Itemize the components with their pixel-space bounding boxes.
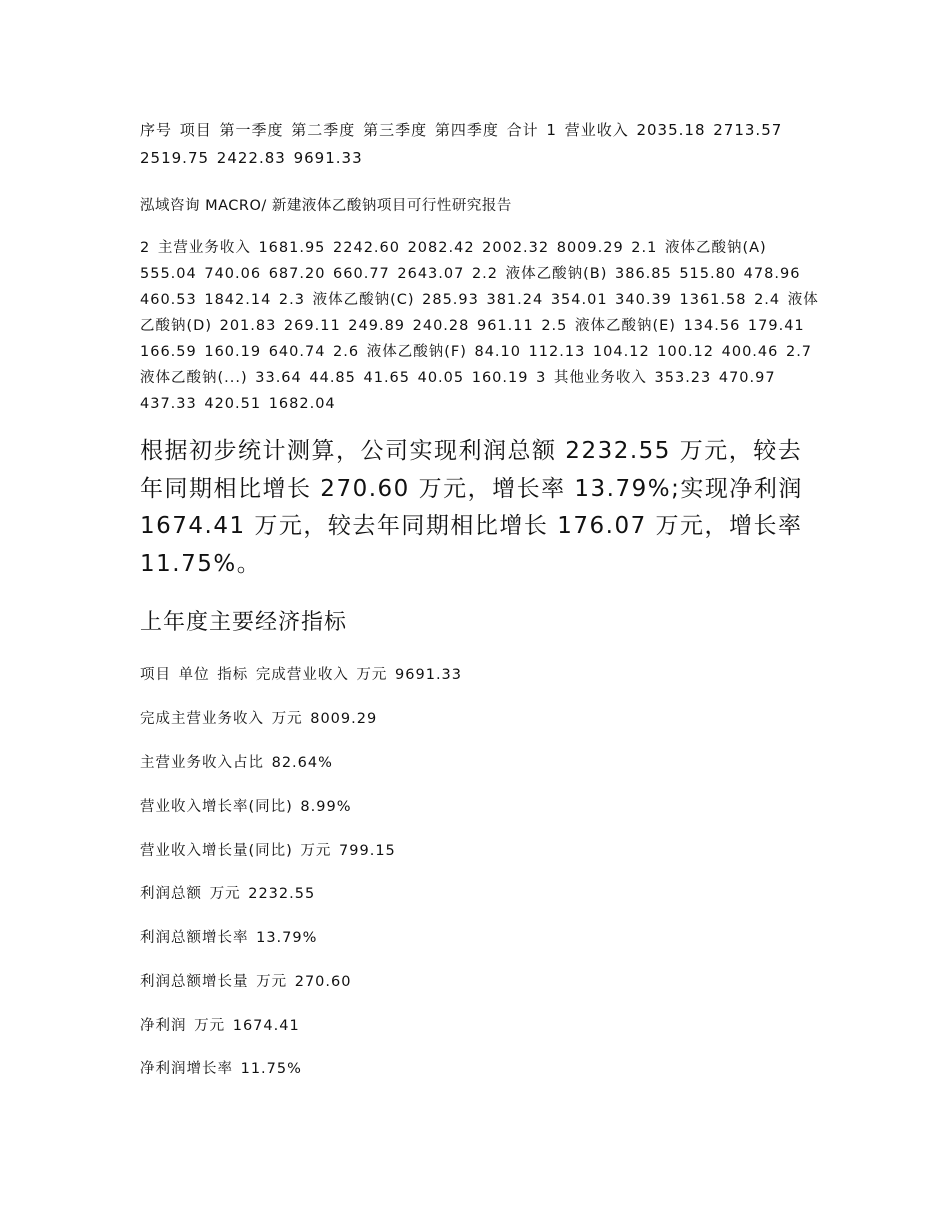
section-heading: 上年度主要经济指标 — [140, 610, 348, 635]
indicator-row: 利润总额增长率 13.79% — [140, 930, 318, 946]
indicator-row: 净利润增长率 11.75% — [140, 1061, 302, 1077]
indicator-row: 利润总额增长量 万元 270.60 — [140, 974, 352, 990]
indicator-row: 主营业务收入占比 82.64% — [140, 755, 333, 771]
indicator-row: 完成主营业务收入 万元 8009.29 — [140, 711, 378, 727]
indicator-row: 净利润 万元 1674.41 — [140, 1018, 300, 1034]
indicator-row: 营业收入增长量(同比) 万元 799.15 — [140, 843, 396, 859]
indicator-row: 营业收入增长率(同比) 8.99% — [140, 799, 352, 815]
running-header: 泓域咨询 MACRO/ 新建液体乙酸钠项目可行性研究报告 — [140, 198, 512, 214]
quarterly-table-text-top: 序号 项目 第一季度 第二季度 第三季度 第四季度 合计 1 营业收入 2035.18 2713.57 2519.75 2422.83 9691.33 — [140, 121, 783, 167]
indicator-row: 利润总额 万元 2232.55 — [140, 886, 316, 902]
quarterly-table-text-middle: 2 主营业务收入 1681.95 2242.60 2082.42 2002.32 8009.29 2.1 液体乙酸钠(A) 555.04 740.06 687.20 660.77 2643.07 2.2 液体乙酸钠(B) 386.85 515.80 478.96 460.53 1842.14 2.3 液体乙酸钠(C) 285.93 381.24 354.01 340.39 1361.58 2.4 液体乙酸钠(D) 201.83 269.11 249.89 240.28 961.11 2.5 液体乙酸钠(E) 134.56 179.41 166.59 160.19 640.74 2.6 液体乙酸钠(F) 84.10 112.13 104.12 100.12 400.46 2.7 液体乙酸钠(...) 33.64 44.85 41.65 40.05 160.19 3 其他业务收入 353.23 470.97 437.33 420.51 1682.04 — [140, 240, 819, 412]
profit-summary-paragraph: 根据初步统计测算，公司实现利润总额 2232.55 万元，较去年同期相比增长 270.60 万元，增长率 13.79%;实现净利润 1674.41 万元，较去年同期相比增长 176.07 万元，增长率 11.75%。 — [140, 438, 803, 577]
indicator-row: 项目 单位 指标 完成营业收入 万元 9691.33 — [140, 667, 463, 683]
